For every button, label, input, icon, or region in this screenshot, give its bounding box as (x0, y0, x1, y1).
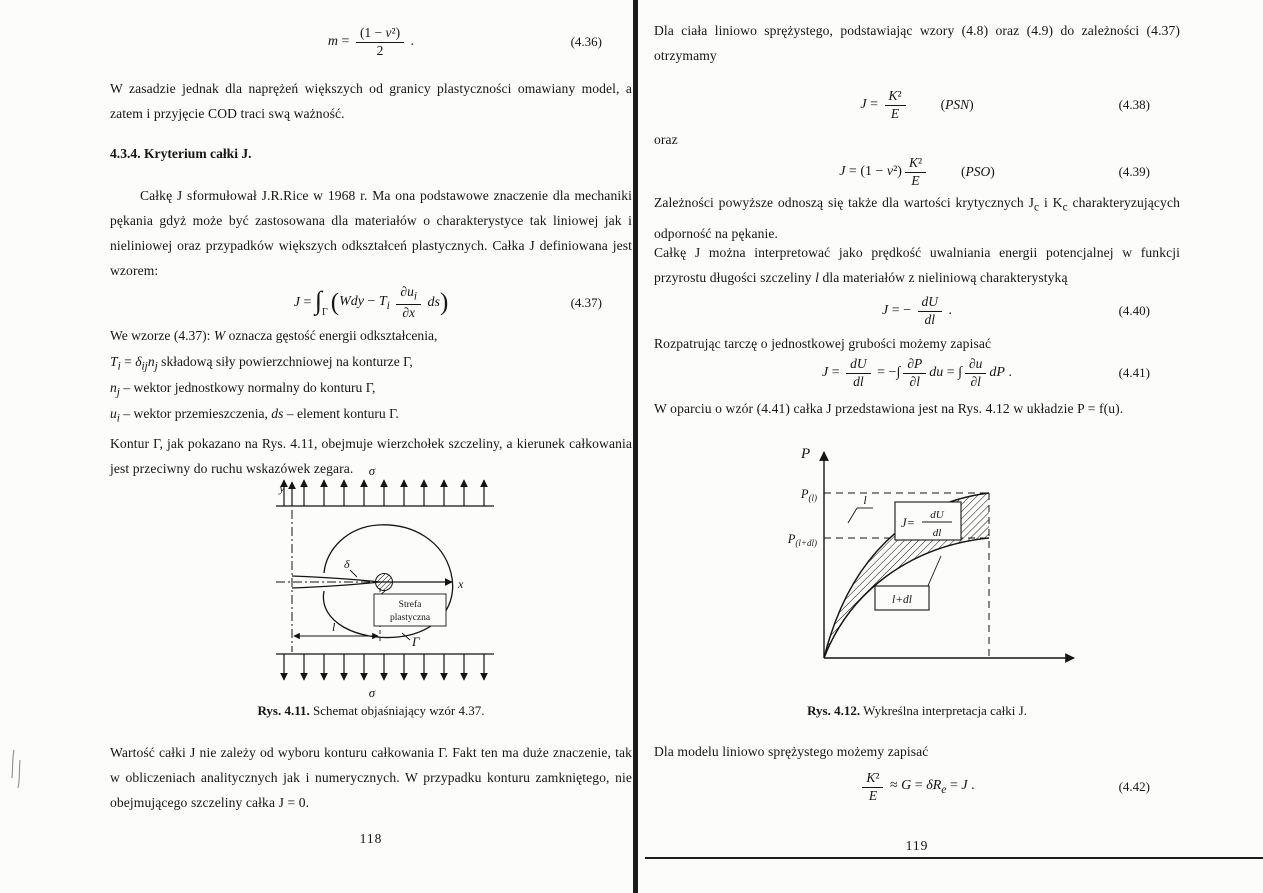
right-page (639, 0, 1263, 893)
figure-4-11-caption-text: Schemat objaśniający wzór 4.37. (309, 703, 485, 718)
equation-4-40-body: J = − $\frac{dU}{dl}$ . (881, 293, 952, 327)
l-plus-dl-label-box (875, 586, 929, 610)
equation-4-36-body: m = $\frac{\text{(1 − ν²)}}{2}$ . (327, 24, 415, 58)
crack-upper-face (292, 576, 380, 582)
equation-4-41 (654, 352, 1180, 394)
paragraph-critical-values: Zależności powyższe odnoszą się także dla wartości krytycznych $J_c$ i $K_c$ charakteryzujących odporność na pękanie. (654, 195, 1180, 241)
equation-4-39-number: (4.39) (1118, 164, 1150, 179)
legend-line-strain-energy: We wzorze (4.37): W oznacza gęstość energii odkształcenia, (110, 328, 438, 343)
equation-4-37 (110, 280, 632, 326)
sigma-bottom-label: σ (368, 685, 376, 700)
section-heading-4-3-4: 4.3.4. Kryterium całki J. (110, 146, 252, 161)
l-plus-dl-leader (927, 556, 941, 588)
equation-4-37-number: (4.37) (570, 295, 602, 310)
equation-4-37-legend (110, 328, 632, 432)
crack-scheme-drawing (262, 464, 524, 700)
equation-4-42-number: (4.42) (1118, 779, 1150, 794)
curve-l-plus-dl-label: l+dl (892, 594, 912, 606)
paragraph-linear-model: Dla modelu liniowo sprężystego możemy zapisać (654, 744, 929, 759)
j-fraction-denominator: dl (932, 527, 942, 539)
equation-4-41-body: J = $\frac{dU}{dl}$ = −∫ $\frac{\partial P}{\partial l}$ du = ∫ $\frac{\partial u}{\partial l}$ dP . (822, 355, 1012, 389)
equation-4-36-number: (4.36) (570, 34, 602, 49)
equation-4-36 (110, 24, 632, 60)
j-fraction-numerator: dU (930, 509, 944, 521)
p-u-diagram (759, 438, 1089, 688)
equation-4-41-number: (4.41) (1118, 365, 1150, 380)
tension-arrows-bottom (276, 654, 494, 680)
bottom-rule (645, 857, 1263, 859)
figure-4-11-caption-number: Rys. 4.11. (257, 703, 310, 718)
paragraph-contour-description: Kontur Γ, jak pokazano na Rys. 4.11, obejmuje wierzchołek szczeliny, a kierunek całkowania jest przeciwny do ruchu wskazówek zegara. (110, 436, 632, 476)
gamma-label: Γ (412, 634, 420, 649)
page-number-right: 119 (905, 838, 929, 853)
figure-4-12-caption-number: Rys. 4.12. (807, 703, 861, 718)
equation-4-37-body: J = $\int_\Gamma$ ( Wdy − $T_i$ $\frac{\partial u_i}{\partial x}$ ds ) (293, 284, 449, 320)
legend-line-displacement: $u_i$ – wektor przemieszczenia, ds – element konturu Γ. (110, 406, 399, 425)
figure-4-12-caption-text: Wykreślna interpretacja całki J. (860, 703, 1027, 718)
legend-line-normal-vector: $n_j$ – wektor jednostkowy normalny do konturu Γ, (110, 380, 376, 399)
page-gutter (633, 0, 638, 893)
paragraph-linear-elastic-sub: Dla ciała liniowo sprężystego, podstawiając wzory (4.8) oraz (4.9) do zależności (4.37) otrzymamy (654, 23, 1180, 63)
y-axis-label: y (279, 481, 285, 495)
figure-4-12 (759, 438, 1089, 688)
equation-4-39-body: J = (1 − ν²) $\frac{\text{K²}}{E}$ (PSO) (839, 154, 995, 188)
figure-4-12-caption (654, 703, 1180, 719)
legend-line-traction: $T_i = \delta_{ij}n_j$ składową siły powierzchniowej na konturze Γ, (110, 354, 413, 373)
paragraph-contour-independence: Wartość całki J nie zależy od wyboru konturu całkowania Γ. Fakt ten ma duże znaczenie, tak w obliczeniach analitycznych jak i numerycznych. W przypadku konturu zamkniętego, nie obejmującego szczeliny całka J = 0. (110, 745, 632, 810)
delta-leader (350, 570, 357, 577)
plastic-zone-label-line2: plastyczna (389, 613, 431, 623)
plastic-zone (376, 574, 393, 591)
margin-pencil-marks (10, 748, 24, 790)
crack-length-label: l (332, 620, 336, 634)
x-axis-label: x (458, 577, 464, 591)
p-l-level-label: $P_{(l)}$ (800, 487, 817, 503)
equation-4-38-number: (4.38) (1118, 97, 1150, 112)
equation-4-42 (654, 766, 1180, 808)
crack-lower-face (292, 582, 380, 588)
j-equals-label: J= (901, 516, 915, 530)
plastic-zone-label-line1: Strefa (398, 600, 422, 610)
paragraph-figure-reference: W oparciu o wzór (4.41) całka J przedstawiona jest na Rys. 4.12 w układzie P = f(u). (654, 401, 1124, 416)
equation-4-42-body: $\frac{\text{K²}}{E}$ ≈ $G = \delta R_e = J$ . (859, 770, 974, 805)
j-derivative-label-box (895, 502, 961, 540)
curve-l-leader (848, 508, 857, 523)
plastic-zone-label-box (374, 591, 446, 626)
paragraph-energy-release-interpretation: Całkę J można interpretować jako prędkość uwalniania energii potencjalnej w funkcji przyrostu długości szczeliny l dla materiałów z nieliniową charakterystyką (654, 245, 1180, 285)
p-axis-label: P (801, 446, 811, 462)
delta-label: δ (344, 557, 350, 571)
page-number-left: 118 (359, 831, 383, 846)
paragraph-unit-thickness: Rozpatrując tarczę o jednostkowej grubości możemy zapisać (654, 336, 992, 351)
figure-4-11 (262, 464, 524, 700)
right-page-text-column (654, 0, 1180, 893)
p-l-dl-level-label: $P_{(l+dl)}$ (787, 532, 817, 548)
paragraph-cod-validity: W zasadzie jednak dla naprężeń większych od granicy plastyczności omawiany model, a zatem i przyjęcie COD traci swą ważność. (110, 81, 632, 121)
connector-oraz: oraz (654, 132, 678, 147)
curve-l-label: l (863, 493, 867, 507)
equation-4-38-body: J = $\frac{\text{K²}}{E}$ (PSN) (860, 87, 974, 121)
equation-4-39 (654, 151, 1180, 193)
paragraph-j-integral-intro: Całkę J sformułował J.R.Rice w 1968 r. Ma ona podstawowe znaczenie dla mechaniki pękania gdyż może być zastosowana dla materiałów o charakterystyce tak liniowej jak i nieliniowej oraz przypadków większych odkształceń plastycznych. Całka J definiowana jest wzorem: (110, 188, 632, 278)
equation-4-40-number: (4.40) (1118, 303, 1150, 318)
equation-4-40 (654, 290, 1180, 332)
tension-arrows-top (276, 480, 494, 506)
sigma-top-label: σ (368, 463, 376, 478)
figure-4-11-caption (110, 703, 632, 719)
equation-4-38 (654, 84, 1180, 126)
left-page-text-column (110, 0, 632, 893)
